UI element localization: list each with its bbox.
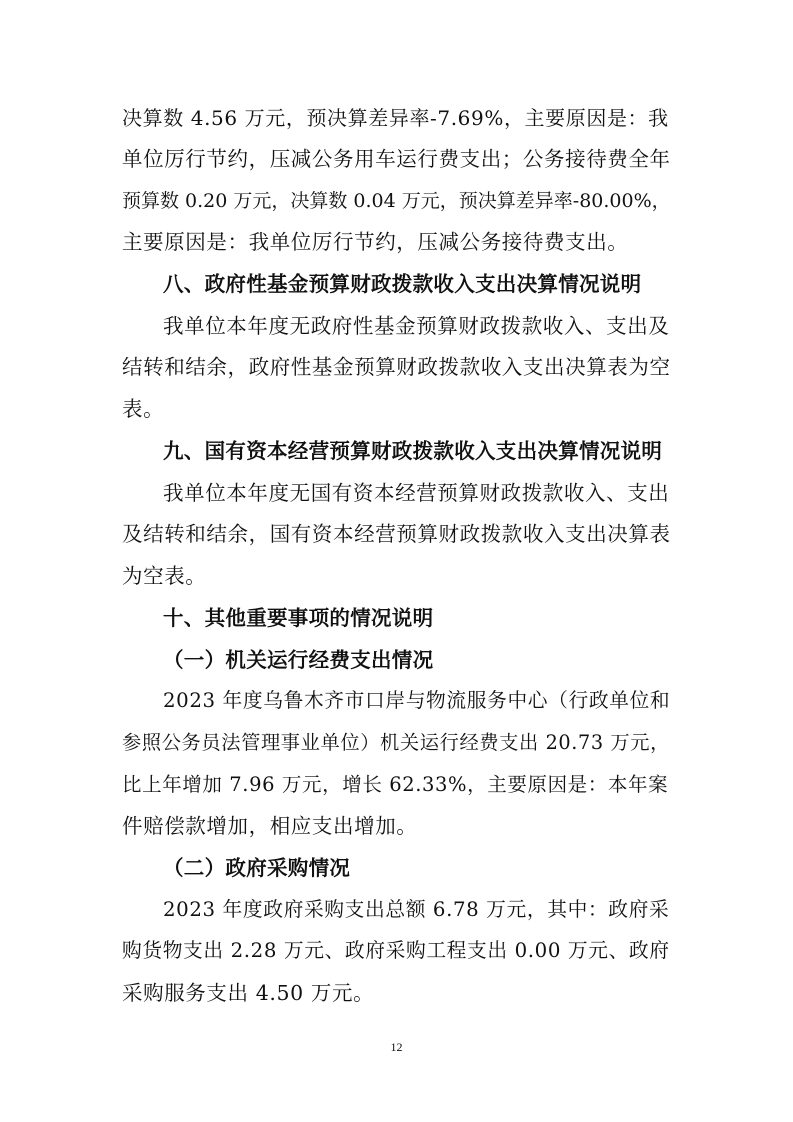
section-heading: 八、政府性基金预算财政拨款收入支出决算情况说明 xyxy=(163,272,642,296)
page-number: 12 xyxy=(390,1040,403,1054)
paragraph-line: 2023 年度政府采购支出总额 6.78 万元，其中：政府采 xyxy=(163,898,670,921)
paragraph-line: 我单位本年度无国有资本经营预算财政拨款收入、支出 xyxy=(163,481,670,505)
paragraph-line: 决算数 4.56 万元，预决算差异率-7.69%，主要原因是：我 xyxy=(122,106,669,130)
paragraph-line: 件赔偿款增加，相应支出增加。 xyxy=(122,814,418,838)
paragraph-line: 单位厉行节约，压减公务用车运行费支出；公务接待费全年 xyxy=(122,147,671,171)
paragraph-line: 为空表。 xyxy=(122,564,207,588)
paragraph-line: 表。 xyxy=(122,397,165,421)
paragraph-line: 购货物支出 2.28 万元、政府采购工程支出 0.00 万元、政府 xyxy=(122,939,670,962)
section-heading: 九、国有资本经营预算财政拨款收入支出决算情况说明 xyxy=(163,439,663,463)
paragraph-line: 我单位本年度无政府性基金预算财政拨款收入、支出及 xyxy=(163,314,670,338)
paragraph-line: 参照公务员法管理事业单位）机关运行经费支出 20.73 万元， xyxy=(122,731,670,754)
subsection-heading: （一）机关运行经费支出情况 xyxy=(163,648,434,672)
paragraph-line: 比上年增加 7.96 万元，增长 62.33%，主要原因是：本年案 xyxy=(122,773,669,796)
paragraph-line: 2023 年度乌鲁木齐市口岸与物流服务中心（行政单位和 xyxy=(163,689,671,712)
paragraph-line: 及结转和结余，国有资本经营预算财政拨款收入支出决算表 xyxy=(122,522,671,546)
paragraph-line: 采购服务支出 4.50 万元。 xyxy=(122,981,375,1005)
paragraph-line: 结转和结余，政府性基金预算财政拨款收入支出决算表为空 xyxy=(122,355,671,379)
paragraph-line: 主要原因是：我单位厉行节约，压减公务接待费支出。 xyxy=(122,230,629,254)
subsection-heading: （二）政府采购情况 xyxy=(163,856,351,880)
section-heading: 十、其他重要事项的情况说明 xyxy=(163,606,434,630)
paragraph-line: 预算数 0.20 万元，决算数 0.04 万元，预决算差异率-80.00%， xyxy=(122,190,671,212)
